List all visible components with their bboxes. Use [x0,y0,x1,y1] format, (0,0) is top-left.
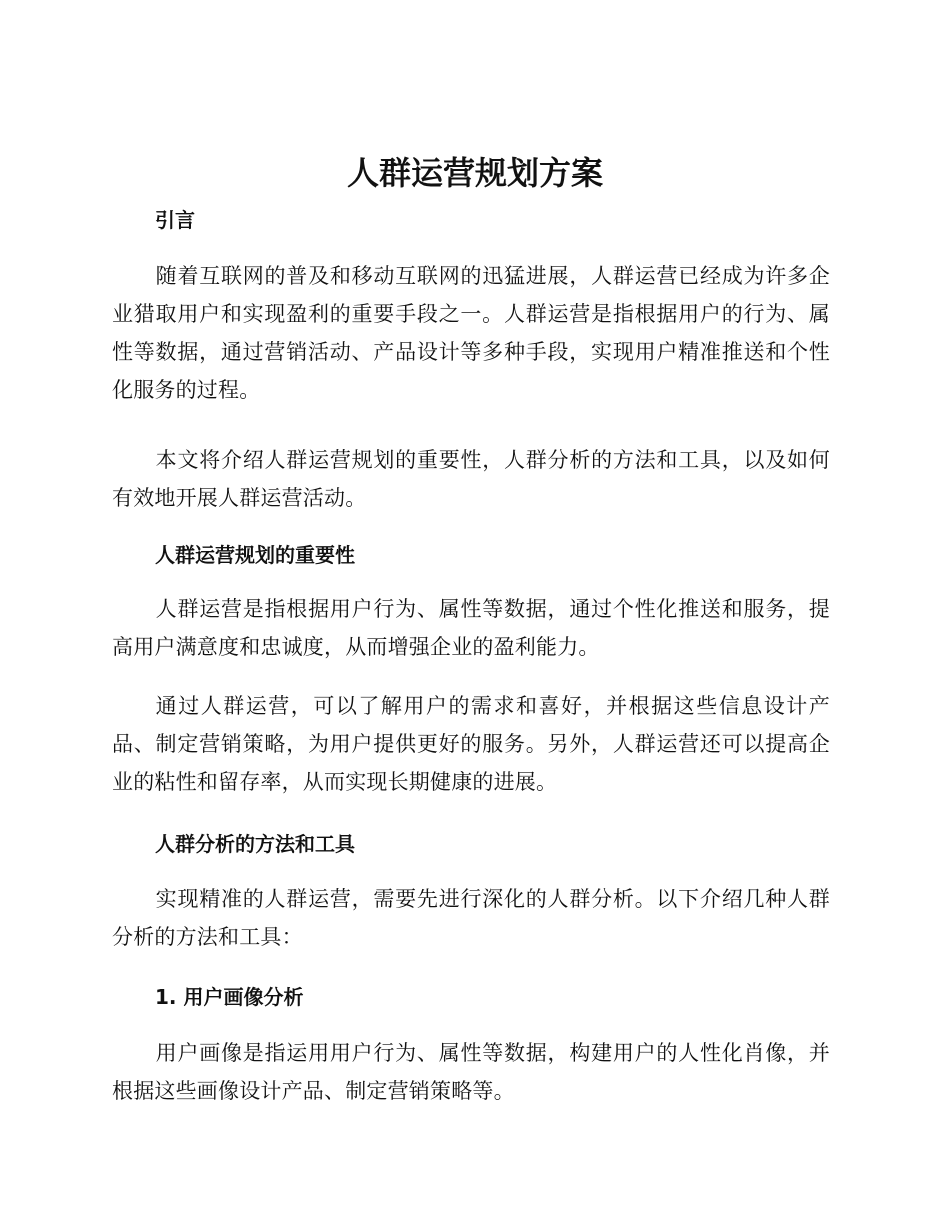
subsection-heading-user-portrait: 1. 用户画像分析 [155,985,304,1009]
paragraph-intro-1: 随着互联网的普及和移动互联网的迅猛进展，人群运营已经成为许多企业猎取用户和实现盈利的重要手段之一。人群运营是指根据用户的行为、属性等数据，通过营销活动、产品设计等多种手段，实现用户精准推送和个性化服务的过程。 [112,264,830,402]
paragraph-intro-2: 本文将介绍人群运营规划的重要性，人群分析的方法和工具，以及如何有效地开展人群运营活动。 [112,448,830,510]
paragraph-importance-2: 通过人群运营，可以了解用户的需求和喜好，并根据这些信息设计产品、制定营销策略，为用户提供更好的服务。另外，人群运营还可以提高企业的粘性和留存率，从而实现长期健康的进展。 [112,694,830,794]
section-heading-intro: 引言 [155,208,195,232]
section-heading-importance: 人群运营规划的重要性 [155,543,355,567]
paragraph-methods-1: 实现精准的人群运营，需要先进行深化的人群分析。以下介绍几种人群分析的方法和工具： [112,887,830,949]
paragraph-user-portrait-1: 用户画像是指运用用户行为、属性等数据，构建用户的人性化肖像，并根据这些画像设计产品、制定营销策略等。 [112,1041,830,1103]
paragraph-importance-1: 人群运营是指根据用户行为、属性等数据，通过个性化推送和服务，提高用户满意度和忠诚度，从而增强企业的盈利能力。 [112,597,830,659]
section-heading-methods: 人群分析的方法和工具 [155,832,355,856]
document-title: 人群运营规划方案 [346,154,603,192]
